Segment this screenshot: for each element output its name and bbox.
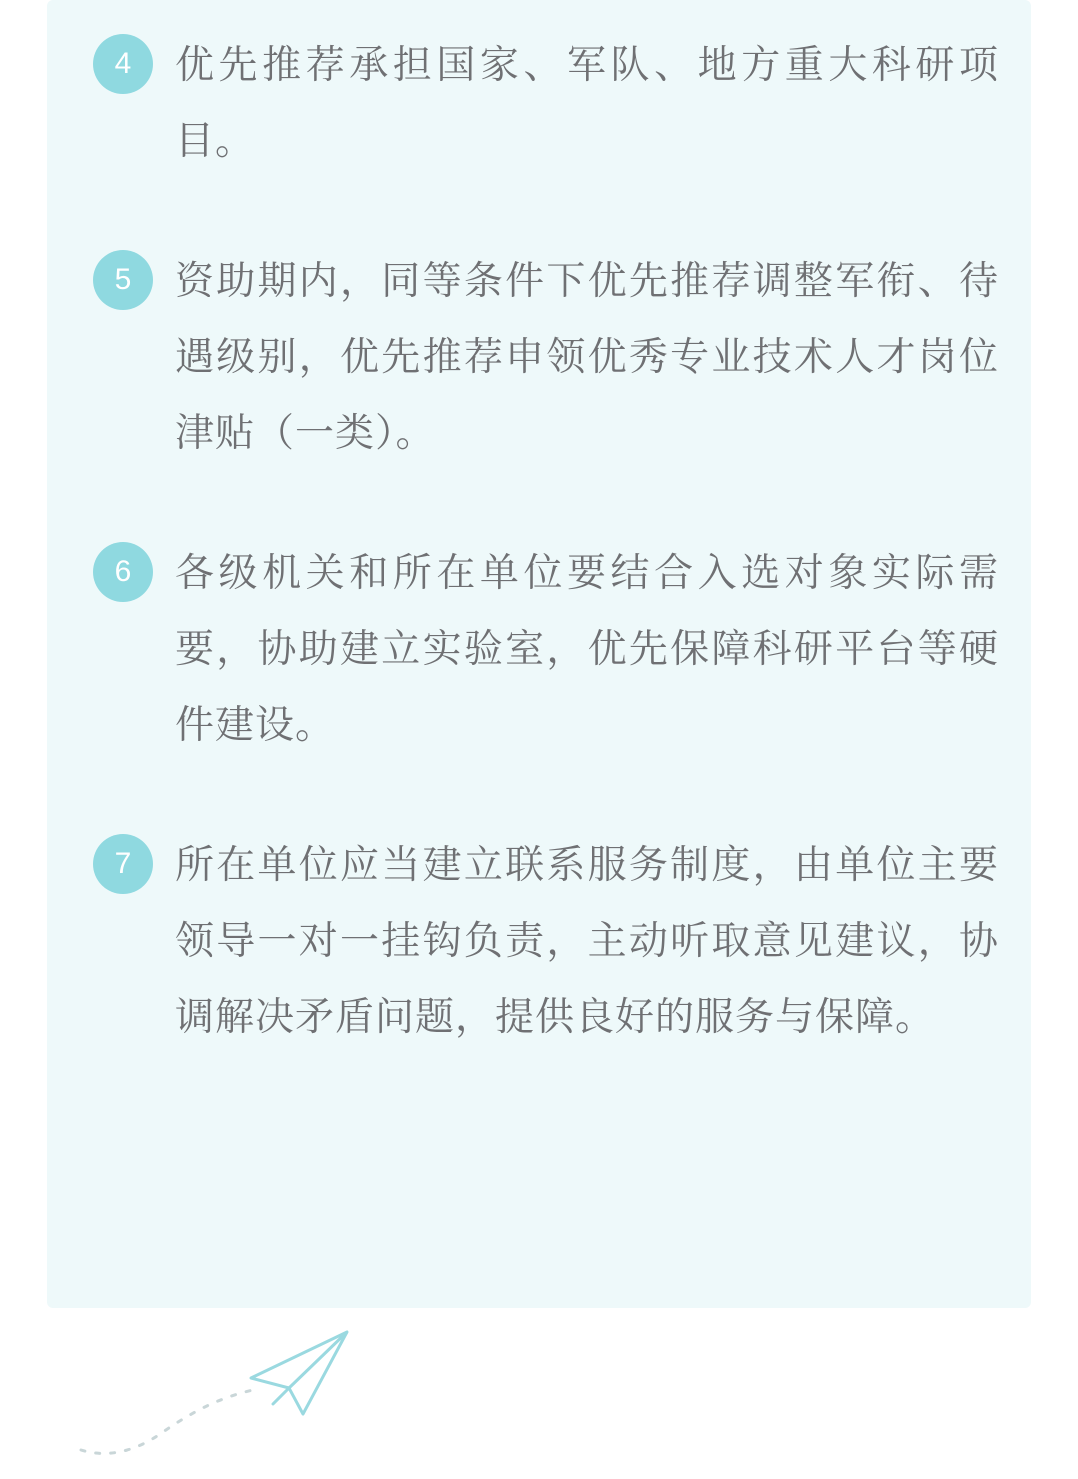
- list-item-number-badge: 6: [93, 542, 153, 602]
- list-item-text: 各级机关和所在单位要结合入选对象实际需要，协助建立实验室，优先保障科研平台等硬件建设。: [175, 551, 999, 748]
- list-item: [47, 828, 1031, 1056]
- list-item-number-badge: 7: [93, 834, 153, 894]
- footer-decoration: [47, 1308, 1031, 1479]
- list-item-number-badge: 5: [93, 250, 153, 310]
- list-item: [47, 244, 1031, 472]
- list-item: [47, 28, 1031, 180]
- list-item: [47, 536, 1031, 764]
- list-item-text: 优先推荐承担国家、军队、地方重大科研项目。: [175, 43, 999, 164]
- numbered-list: [47, 0, 1031, 1056]
- list-item-number-badge: 4: [93, 34, 153, 94]
- list-item-text: 所在单位应当建立联系服务制度，由单位主要领导一对一挂钩负责，主动听取意见建议，协调解决矛盾问题，提供良好的服务与保障。: [175, 843, 999, 1040]
- dotted-trail-icon: [77, 1380, 277, 1460]
- list-item-text: 资助期内，同等条件下优先推荐调整军衔、待遇级别，优先推荐申领优秀专业技术人才岗位津贴（一类）。: [175, 259, 999, 456]
